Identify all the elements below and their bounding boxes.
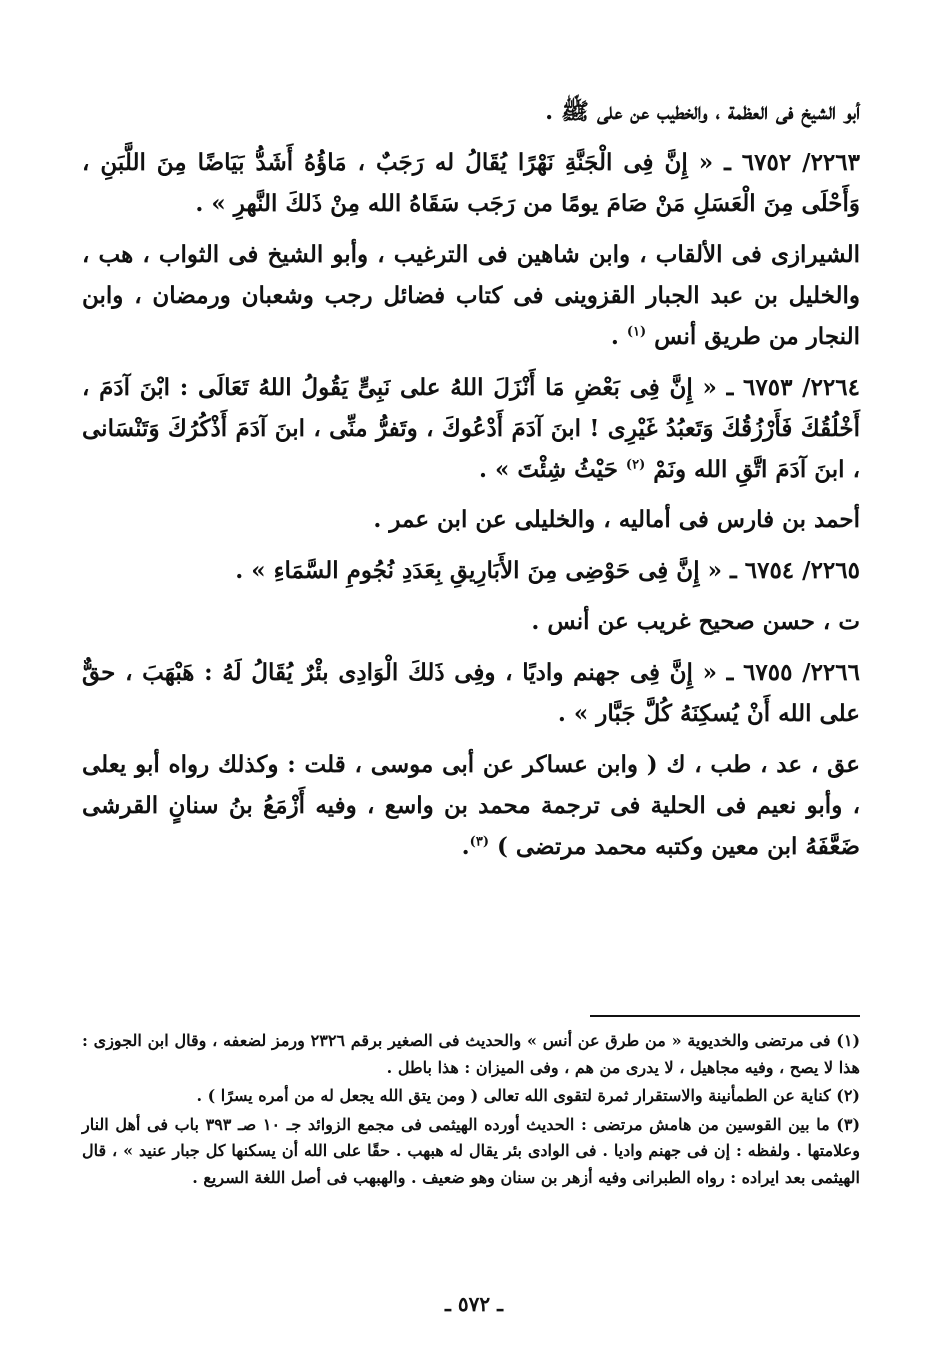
footnote-reference: (٣) <box>469 834 489 850</box>
footnote: (٢) كناية عن الطمأنينة والاستقرار ثمرة لتقوى الله تعالى ( ومن يتق الله يجعل له من أمره يسرًا ) . <box>196 1086 860 1106</box>
footnotes <box>82 1028 860 1193</box>
source-attribution: الشيرازى فى الألقاب ، وابن شاهين فى الترغيب ، وأبو الشيخ فى الثواب ، هب ، والخليل بن عبد الجبار القزوينى فى كتاب فضائل رجب وشعبان ورمضان ، وابن النجار من طريق أنس $^{(١)}$ . <box>82 240 860 350</box>
hadith-entry: ٢٢٦٤/ ٦٧٥٣ ـ « إِنَّ فِى بَعْضِ مَا أَنْزَلَ اللهُ على نَبِىٍّ يَقُولُ اللهُ تَعَالَى : ابْنَ آدَمَ ، أَخْلُقُكَ فَأَرْزُقُكَ وَتَعبُدُ غَيْرِى ! ابنَ آدَمَ أَدْعُوكَ ، وتَفرُّ منِّى ، ابنَ آدَمَ أَذْكُرُكَ وَتَنْسَانى ، ابنَ آدَمَ اتَّقِ الله ونَمْ $^{(٢)}$ حَيْثُ شِئْتَ » . <box>82 373 860 483</box>
hadith-text: « إِنَّ فِى جهنم واديًا ، وفِى ذَلكَ الْوَادِى بئْرٌ يُقَالُ لَهُ : هَبْهَبَ ، حقٌّ على الله أَنْ يُسكِنَهُ كُلَّ جَبَّار » . <box>82 659 860 728</box>
hadith-number: ٢٢٦٥/ ٦٧٥٤ ـ <box>729 557 860 585</box>
hadith-number: ٢٢٦٣/ ٦٧٥٢ ـ <box>724 148 860 176</box>
hadith-number: ٢٢٦٦/ ٦٧٥٥ ـ <box>726 659 860 687</box>
footnote-reference: (١) <box>626 324 647 340</box>
footnote: (١) فى مرتضى والخديوية « من طرق عن أنس » والحديث فى الصغير برقم ٢٣٢٦ ورمز لضعفه ، وقال ابن الجوزى : هذا لا يصح ، وفيه مجاهيل ، لا يدرى من هم ، وفى الميزان : هذا باطل . <box>82 1031 861 1077</box>
footnote-divider <box>590 1015 860 1017</box>
hadith-entry <box>82 551 860 592</box>
hadith-entry <box>82 653 860 735</box>
hadith-text: « إِنَّ فِى حَوْضِى مِنَ الأَبَارِيقِ بِعَدَدِ نُجُومِ السَّمَاءِ » . <box>235 557 722 585</box>
page-number: ـ ٥٧٢ ـ <box>445 1292 503 1316</box>
source-attribution: ت ، حسن صحيح غريب عن أنس . <box>531 608 860 636</box>
source-attribution: أبو الشيخ فى العظمة ، والخطيب عن على ﷺ . <box>545 98 860 125</box>
hadith-entry <box>82 143 860 225</box>
source-attribution: عق ، عد ، طب ، ك ( وابن عساكر عن أبى موسى ، قلت : وكذلك رواه أبو يعلى ، وأبو نعيم فى الحلية فى ترجمة محمد بن واسع ، وفيه أَزْمَعُ بنُ سنانٍ القرشى ضَعَّفَهُ ابن معين وكتبه محمد مرتضى ) $^{(٣)}$. <box>82 751 860 860</box>
hadith-text: « إِنَّ فِى الْجَنَّةِ نَهْرًا يُقَالُ له رَجَبٌ ، مَاؤُهُ أَشَدُّ بَيَاضًا مِنَ اللَّبَنِ ، وَأَحْلَى مِنَ الْعَسَلِ مَنْ صَامَ يومًا من رَجَب سَقَاهُ الله مِنْ ذَلكَ النَّهرِ » . <box>82 148 860 217</box>
footnote: (٣) ما بين القوسين من هامش مرتضى : الحديث أورده الهيثمى فى مجمع الزوائد جـ ١٠ صـ ٣٩٣ باب فى أهل النار وعلامتها . ولفظه : إن فى جهنم واديا . فى الوادى بئر يقال له هبهب . حقًا على الله أن يسكنها كل جبار عنيد » ، قال الهيثمى بعد ايراده : رواه الطبرانى وفيه أزهر بن سنان وهو ضعيف . والهبهب فى أصل اللغة السريع . <box>82 1114 861 1187</box>
main-text <box>82 92 860 878</box>
source-attribution: أحمد بن فارس فى أماليه ، والخليلى عن ابن عمر . <box>373 506 860 534</box>
hadith-text: « إِنَّ فِى بَعْضِ مَا أَنْزَلَ اللهُ على نَبِىٍّ يَقُولُ اللهُ تَعَالَى : ابْنَ آدَمَ ، أَخْلُقُكَ فَأَرْزُقُكَ وَتَعبُدُ غَيْرِى ! ابنَ آدَمَ أَدْعُوكَ ، وتَفرُّ منِّى ، ابنَ آدَمَ أَذْكُرُكَ وَتَنْسَانى ، ابنَ آدَمَ اتَّقِ الله ونَمْ <box>82 373 860 483</box>
hadith-number: ٢٢٦٤/ ٦٧٥٣ ـ <box>726 373 860 401</box>
footnote-reference: (٢) <box>625 456 646 472</box>
